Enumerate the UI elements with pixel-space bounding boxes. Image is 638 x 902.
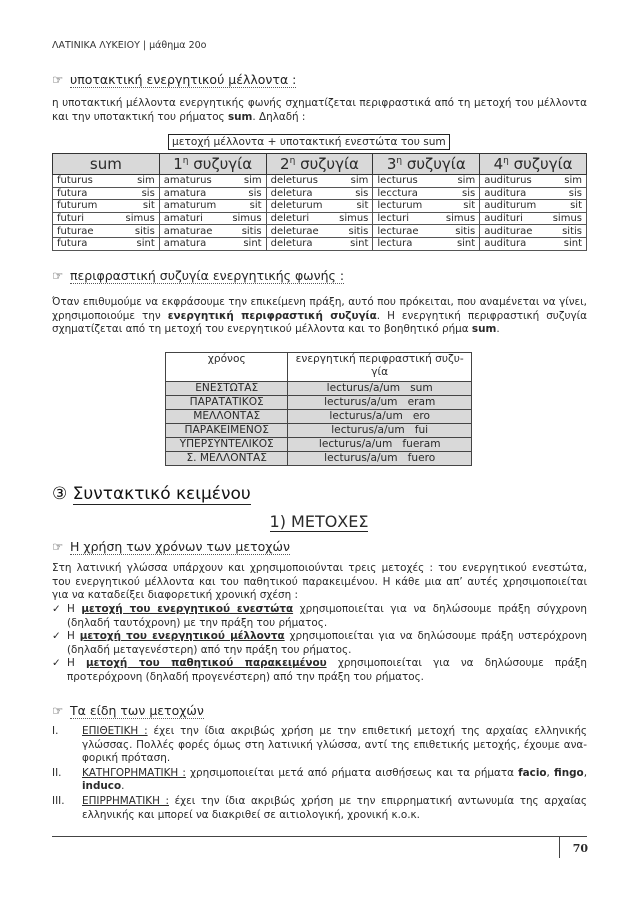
roman-numeral: III.: [52, 794, 65, 807]
formula-box: μετοχή μέλλοντα + υποτακτική ενεστώτα του sum: [168, 134, 450, 150]
section-title: Τα είδη των μετοχών: [70, 703, 204, 718]
participle-form: futuri: [57, 213, 85, 225]
participle-form: auditura: [484, 238, 527, 250]
table-cell: [480, 175, 587, 188]
table-row: [53, 212, 587, 225]
text: χρησιμοποιείται για να δηλώσουμε πράξη σύγχρονη (δηλαδή ταυτόχρονη) με την πράξη του ρήματος.: [67, 603, 587, 629]
auxiliary-form: sit: [570, 200, 582, 212]
section-heading-kinds: [52, 703, 204, 718]
header-conj-2: $2^\eta$ συζυγία: [266, 154, 373, 175]
table-cell: [159, 225, 266, 238]
table-row: [166, 438, 472, 452]
auxiliary-form: sis: [461, 187, 476, 199]
participle-uses-list: [52, 603, 587, 685]
text: . Δηλαδή :: [252, 110, 306, 123]
auxiliary-form: simus: [339, 213, 369, 225]
table-cell: [159, 187, 266, 200]
participle-form: futura: [57, 187, 88, 199]
form-cell: lecturus/a/um eram: [288, 396, 472, 410]
tense-cell: ΥΠΕΡΣΥΝΤΕΛΙΚΟΣ: [166, 438, 288, 452]
auxiliary-form: sitis: [562, 225, 582, 237]
paragraph-periphrastic: [52, 296, 587, 337]
pointing-hand-icon: ☞: [52, 72, 64, 87]
table-cell: [159, 175, 266, 188]
participle-form: deleturus: [270, 175, 318, 187]
auxiliary-form: sitis: [134, 225, 155, 237]
auxiliary-form: sis: [568, 187, 582, 199]
header-conj-3: $3^\eta$ συζυγία: [373, 154, 480, 175]
header-tense: χρόνος: [166, 353, 288, 382]
table-row: [53, 175, 587, 188]
participle-form: auditurus: [484, 175, 532, 187]
participle-form: futurus: [57, 175, 93, 187]
text: ,: [546, 766, 554, 779]
tense-cell: ΠΑΡΑΚΕΙΜΕΝΟΣ: [166, 424, 288, 438]
text: Όταν επιθυμούμε να εκφράσουμε την επικείμενη πράξη, αυτό που πρόκειται, που αναμένεται να γίνει, χρησιμοποιούμε την: [52, 296, 587, 322]
tense-cell: ΕΝΕΣΤΩΤΑΣ: [166, 382, 288, 396]
table-cell: [373, 175, 480, 188]
table-cell: [373, 187, 480, 200]
table-cell: [53, 187, 160, 200]
list-item: [52, 603, 587, 630]
bold-term: ενεργητική περιφραστική συζυγία: [167, 309, 377, 322]
list-item: [52, 657, 587, 684]
section-heading-tenses: [52, 539, 290, 554]
pointing-hand-icon: ☞: [52, 703, 64, 718]
table-row: [53, 237, 587, 250]
underlined-term: μετοχή του ενεργητικού ενεστώτα: [81, 603, 294, 615]
checkmark-icon: ✓: [52, 630, 61, 643]
table-cell: [266, 225, 373, 238]
participle-form: deleturae: [270, 225, 319, 237]
auxiliary-form: sint: [243, 238, 262, 250]
auxiliary-form: sim: [350, 175, 369, 187]
participle-form: futura: [57, 238, 88, 250]
auxiliary-form: sim: [137, 175, 155, 187]
section-title: περιφραστική συζυγία ενεργητικής φωνής :: [70, 268, 345, 283]
text: .: [496, 323, 500, 336]
auxiliary-form: sit: [142, 200, 155, 212]
circled-three-icon: ③: [52, 484, 68, 504]
table-cell: [373, 237, 480, 250]
table-cell: [159, 200, 266, 213]
conjugation-table: [52, 153, 587, 251]
header-conj-1: $1^\eta$ συζυγία: [159, 154, 266, 175]
page-number: 70: [572, 842, 588, 855]
form-cell: lecturus/a/um sum: [288, 382, 472, 396]
auxiliary-form: sint: [563, 238, 582, 250]
paragraph-tenses: Στη λατινική γλώσσα υπάρχουν και χρησιμοποιούνται τρεις μετοχές : του ενεργητικού ενεστώτα, του ενεργητικού μέλλοντα και του παθητικού παρακειμένου. Η κάθε μια απ’ αυτές χρησιμοποιείται για να καταδείξει διαφορετική χρονική σχέση :: [52, 562, 587, 602]
paragraph-subjunctive: [52, 97, 587, 124]
bold-term: sum: [227, 110, 253, 123]
list-item: [52, 795, 587, 822]
roman-numeral: II.: [52, 766, 62, 779]
text: . Η ενεργητική περιφραστική συζυγία σχηματίζεται από τη μετοχή του ενεργητικού μέλλοντα και το βοηθητικό ρήμα: [52, 309, 587, 336]
text: Η: [67, 603, 82, 615]
section-heading-syntax: [52, 484, 251, 504]
header-sum: sum: [53, 154, 160, 175]
table-cell: [480, 225, 587, 238]
participle-form: amaturus: [163, 175, 212, 187]
participle-form: lectura: [377, 238, 413, 250]
roman-numeral: I.: [52, 725, 59, 737]
participle-kinds-list: [52, 725, 587, 822]
header-conj-4: $4^\eta$ συζυγία: [480, 154, 587, 175]
table-cell: [266, 187, 373, 200]
table-cell: [266, 200, 373, 213]
participle-form: deleturi: [270, 213, 310, 225]
subsection-title: 1) ΜΕΤΟΧΕΣ: [269, 512, 369, 531]
form-cell: lecturus/a/um fui: [288, 424, 472, 438]
table-cell: [266, 212, 373, 225]
table-header-row: [53, 154, 587, 175]
table-cell: [480, 187, 587, 200]
participle-form: deletura: [270, 238, 313, 250]
text: χρησιμοποιείται για να δηλώσουμε πράξη υστερόχρονη (δηλαδή μεταγενέστερη) από την πράξη του ρήματος.: [67, 630, 587, 656]
participle-form: futurae: [57, 225, 94, 237]
participle-form: lecturum: [377, 200, 423, 212]
list-item: [52, 630, 587, 657]
auxiliary-form: sitis: [455, 225, 476, 237]
section-heading-periphrastic: [52, 268, 344, 283]
table-row: [166, 410, 472, 424]
auxiliary-form: simus: [125, 213, 155, 225]
table-cell: [480, 237, 587, 250]
section-heading-subjunctive: [52, 72, 296, 87]
text: χρησιμοποιείται για να δηλώσουμε πράξη προτερόχρονη (δηλαδή προγενέστερη) από την πράξη του ρήματος.: [67, 657, 588, 683]
table-cell: [159, 212, 266, 225]
form-cell: lecturus/a/um fuero: [288, 452, 472, 466]
auxiliary-form: simus: [552, 213, 582, 225]
table-cell: [373, 200, 480, 213]
auxiliary-form: sit: [249, 200, 262, 212]
text: ,: [583, 766, 587, 779]
text: Η: [67, 630, 80, 643]
bold-term: sum: [471, 323, 497, 336]
table-cell: [53, 200, 160, 213]
pointing-hand-icon: ☞: [52, 539, 64, 554]
section-title: Η χρήση των χρόνων των μετοχών: [70, 539, 290, 554]
participle-form: futurum: [57, 200, 98, 212]
bold-term: facio: [518, 766, 547, 779]
participle-form: audituri: [484, 213, 523, 225]
underlined-term: μετοχή του ενεργητικού μέλλοντα: [79, 630, 285, 643]
participle-form: auditurum: [484, 200, 537, 212]
participle-form: lecturus: [377, 175, 418, 187]
form-cell: lecturus/a/um ero: [288, 410, 472, 424]
participle-form: lecturi: [377, 213, 409, 225]
form-cell: lecturus/a/um fueram: [288, 438, 472, 452]
auxiliary-form: sis: [248, 187, 262, 199]
underlined-term: μετοχή του παθητικού παρακειμένου: [86, 657, 327, 670]
text: έχει την ίδια ακριβώς χρήση με την επιρρηματική αντωνυμία της αρχαίας ελληνικής και μπορεί να διακριθεί σε αιτιολογική, χρονική κ.ο.κ.: [82, 794, 587, 821]
participle-form: deletura: [270, 187, 313, 199]
underlined-term: ΕΠΙΡΡΗΜΑΤΙΚΗ :: [82, 794, 169, 807]
auxiliary-form: sit: [463, 200, 476, 212]
text: .: [121, 780, 125, 793]
text: η υποτακτική μέλλοντα ενεργητικής φωνής σχηματίζεται περιφραστικά από τη μετοχή του μέλλοντα και την υποτακτική του ρήματος: [52, 97, 587, 123]
text: χρησιμοποιείται μετά από ρήματα αισθήσεως και τα ρήματα: [185, 766, 519, 779]
participle-form: auditurae: [484, 225, 533, 237]
auxiliary-form: sitis: [241, 225, 262, 237]
tense-cell: ΜΕΛΛΟΝΤΑΣ: [166, 410, 288, 424]
list-item: [52, 767, 587, 794]
table-cell: [159, 237, 266, 250]
pointing-hand-icon: ☞: [52, 268, 64, 283]
bold-term: induco: [82, 780, 122, 793]
table-cell: [480, 200, 587, 213]
table-cell: [480, 212, 587, 225]
table-cell: [53, 212, 160, 225]
table-header-row: [166, 353, 472, 382]
auxiliary-form: sit: [356, 200, 369, 212]
table-cell: [266, 237, 373, 250]
list-item: [52, 725, 587, 766]
participle-form: deleturum: [270, 200, 323, 212]
table-row: [53, 187, 587, 200]
table-row: [166, 452, 472, 466]
table-cell: [373, 212, 480, 225]
auxiliary-form: sim: [457, 175, 476, 187]
participle-form: amatura: [163, 187, 207, 199]
tense-cell: Σ. ΜΕΛΛΟΝΤΑΣ: [166, 452, 288, 466]
checkmark-icon: ✓: [52, 603, 61, 615]
section-title: υποτακτική ενεργητικού μέλλοντα :: [70, 72, 297, 87]
header-periphrastic: ενεργητική περιφραστική συζυ-γία: [288, 353, 472, 382]
participle-form: amaturae: [163, 225, 213, 237]
table-cell: [53, 237, 160, 250]
table-row: [166, 382, 472, 396]
auxiliary-form: sint: [136, 238, 155, 250]
table-cell: [266, 175, 373, 188]
auxiliary-form: sitis: [348, 225, 369, 237]
auxiliary-form: sis: [355, 187, 369, 199]
participle-form: auditura: [484, 187, 527, 199]
running-header: ΛΑΤΙΝΙΚΑ ΛΥΚΕΙΟΥ | μάθημα 20ο: [52, 40, 207, 51]
auxiliary-form: sis: [141, 187, 155, 199]
periphrastic-table: [165, 352, 472, 466]
section-title: Συντακτικό κειμένου: [72, 484, 251, 504]
footer-rule: [52, 836, 587, 837]
auxiliary-form: sim: [243, 175, 262, 187]
text: έχει την ίδια ακριβώς χρήση με την επιθετική μετοχή της αρχαίας ελληνικής γλώσσας. Πολλές φορές όμως στη λατινική γλώσσα, αντί της επιθετικής μετοχής, έχουμε ανα-φορική πρόταση.: [82, 725, 588, 765]
underlined-term: ΕΠΙΘΕΤΙΚΗ :: [82, 725, 148, 737]
auxiliary-form: sint: [350, 238, 369, 250]
auxiliary-form: simus: [445, 213, 476, 225]
checkmark-icon: ✓: [52, 657, 61, 670]
participle-form: amaturi: [163, 213, 203, 225]
table-cell: [373, 225, 480, 238]
table-row: [166, 424, 472, 438]
participle-form: lecctura: [377, 187, 418, 199]
tense-cell: ΠΑΡΑΤΑΤΙΚΟΣ: [166, 396, 288, 410]
table-row: [166, 396, 472, 410]
table-row: [53, 200, 587, 213]
participle-form: amaturum: [163, 200, 217, 212]
table-row: [53, 225, 587, 238]
participle-form: amatura: [163, 238, 207, 250]
participle-form: lecturae: [377, 225, 419, 237]
auxiliary-form: simus: [232, 213, 262, 225]
bold-term: fingo: [554, 766, 584, 779]
auxiliary-form: sint: [456, 238, 476, 250]
table-cell: [53, 225, 160, 238]
text: Η: [67, 657, 87, 670]
auxiliary-form: sim: [564, 175, 582, 187]
table-cell: [53, 175, 160, 188]
underlined-term: ΚΑΤΗΓΟΡΗΜΑΤΙΚΗ :: [82, 766, 186, 779]
